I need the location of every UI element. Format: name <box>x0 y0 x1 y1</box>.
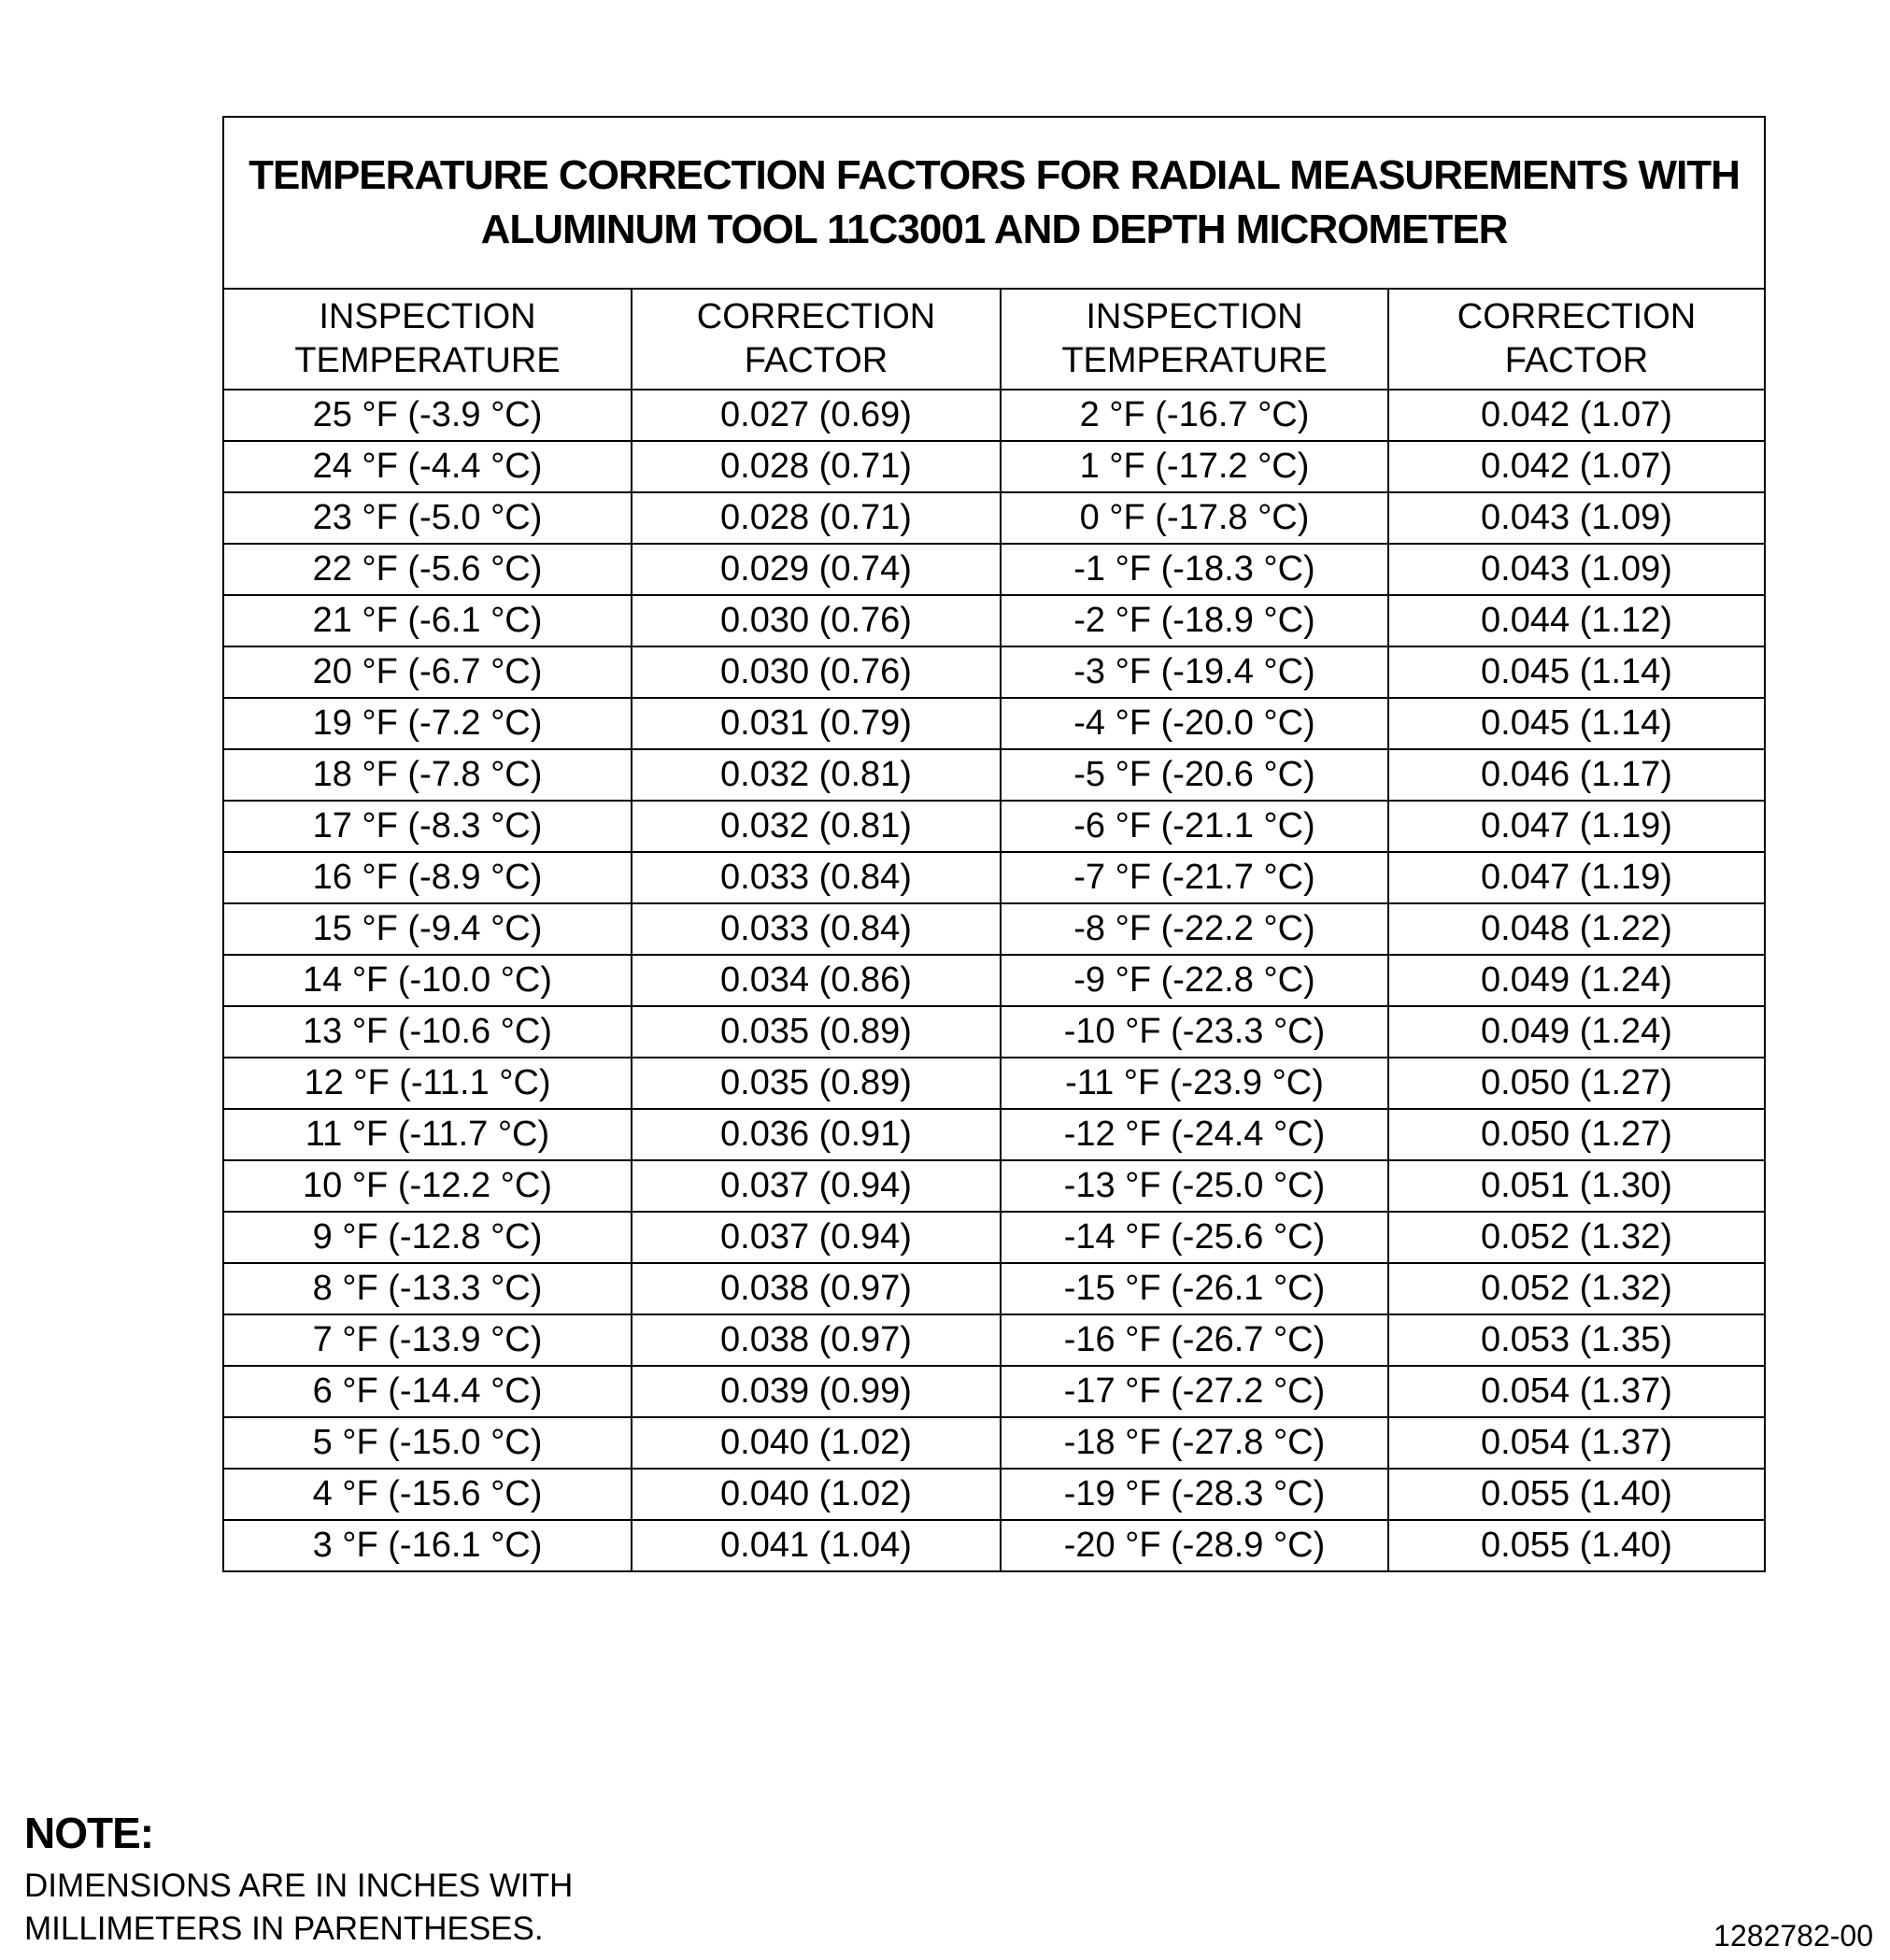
table-row <box>223 441 1765 492</box>
header-line: FACTOR <box>744 341 888 380</box>
table-cell: -18 °F (-27.8 °C) <box>1001 1417 1388 1469</box>
table-row <box>223 492 1765 544</box>
table-row <box>223 1109 1765 1160</box>
table-cell: 13 °F (-10.6 °C) <box>223 1006 632 1058</box>
table-cell: 16 °F (-8.9 °C) <box>223 852 632 903</box>
table-cell: 0.047 (1.19) <box>1388 801 1765 852</box>
table-cell: 0.052 (1.32) <box>1388 1263 1765 1314</box>
table-row <box>223 1006 1765 1058</box>
table-row <box>223 1520 1765 1571</box>
table-cell: 0.035 (0.89) <box>632 1006 1001 1058</box>
table-row <box>223 852 1765 903</box>
table-row <box>223 1469 1765 1520</box>
table-cell: 25 °F (-3.9 °C) <box>223 390 632 441</box>
table-row <box>223 646 1765 698</box>
table-cell: 0.036 (0.91) <box>632 1109 1001 1160</box>
header-line: TEMPERATURE <box>294 341 561 380</box>
table-cell: 23 °F (-5.0 °C) <box>223 492 632 544</box>
table-cell: 0.030 (0.76) <box>632 646 1001 698</box>
table-cell: -2 °F (-18.9 °C) <box>1001 595 1388 646</box>
table-cell: 17 °F (-8.3 °C) <box>223 801 632 852</box>
table-cell: 0.035 (0.89) <box>632 1058 1001 1109</box>
column-header-inspection-temperature-2 <box>1001 289 1388 390</box>
column-header-inspection-temperature-1 <box>223 289 632 390</box>
table-cell: -9 °F (-22.8 °C) <box>1001 955 1388 1006</box>
table-cell: 0.038 (0.97) <box>632 1314 1001 1366</box>
table-cell: 0.045 (1.14) <box>1388 698 1765 749</box>
table-cell: 0.027 (0.69) <box>632 390 1001 441</box>
header-line: INSPECTION <box>1086 297 1303 336</box>
table-cell: 0 °F (-17.8 °C) <box>1001 492 1388 544</box>
table-cell: 19 °F (-7.2 °C) <box>223 698 632 749</box>
table-row <box>223 1366 1765 1417</box>
table-cell: 2 °F (-16.7 °C) <box>1001 390 1388 441</box>
table-cell: 0.037 (0.94) <box>632 1160 1001 1212</box>
note-line-1: DIMENSIONS ARE IN INCHES WITH <box>24 1868 574 1904</box>
table-cell: -4 °F (-20.0 °C) <box>1001 698 1388 749</box>
table-cell: -15 °F (-26.1 °C) <box>1001 1263 1388 1314</box>
table-cell: 8 °F (-13.3 °C) <box>223 1263 632 1314</box>
table-row <box>223 1314 1765 1366</box>
table-cell: 0.055 (1.40) <box>1388 1520 1765 1571</box>
table-row <box>223 801 1765 852</box>
table-cell: 0.051 (1.30) <box>1388 1160 1765 1212</box>
table-cell: 0.039 (0.99) <box>632 1366 1001 1417</box>
table-cell: 7 °F (-13.9 °C) <box>223 1314 632 1366</box>
table-cell: 0.055 (1.40) <box>1388 1469 1765 1520</box>
table-body <box>223 390 1765 1571</box>
table-title <box>223 117 1765 289</box>
table-title-line-1: TEMPERATURE CORRECTION FACTORS FOR RADIAL MEASUREMENTS WITH <box>249 152 1740 198</box>
table-cell: 0.046 (1.17) <box>1388 749 1765 801</box>
table-cell: 0.042 (1.07) <box>1388 441 1765 492</box>
table-cell: 0.041 (1.04) <box>632 1520 1001 1571</box>
table-cell: -20 °F (-28.9 °C) <box>1001 1520 1388 1571</box>
table-cell: -7 °F (-21.7 °C) <box>1001 852 1388 903</box>
table-row <box>223 1417 1765 1469</box>
table-cell: 0.033 (0.84) <box>632 903 1001 955</box>
table-cell: 0.045 (1.14) <box>1388 646 1765 698</box>
table-cell: 0.031 (0.79) <box>632 698 1001 749</box>
table-cell: 0.033 (0.84) <box>632 852 1001 903</box>
column-header-correction-factor-2 <box>1388 289 1765 390</box>
table-cell: 0.038 (0.97) <box>632 1263 1001 1314</box>
table-cell: 15 °F (-9.4 °C) <box>223 903 632 955</box>
table-cell: 0.053 (1.35) <box>1388 1314 1765 1366</box>
column-header-correction-factor-1 <box>632 289 1001 390</box>
table-row <box>223 749 1765 801</box>
table-cell: -5 °F (-20.6 °C) <box>1001 749 1388 801</box>
table-cell: 0.040 (1.02) <box>632 1417 1001 1469</box>
table-cell: 18 °F (-7.8 °C) <box>223 749 632 801</box>
table-cell: -8 °F (-22.2 °C) <box>1001 903 1388 955</box>
table-cell: 0.050 (1.27) <box>1388 1109 1765 1160</box>
table-cell: 0.049 (1.24) <box>1388 955 1765 1006</box>
table-cell: 0.049 (1.24) <box>1388 1006 1765 1058</box>
table-cell: -14 °F (-25.6 °C) <box>1001 1212 1388 1263</box>
table-cell: 14 °F (-10.0 °C) <box>223 955 632 1006</box>
table-title-line-2: ALUMINUM TOOL 11C3001 AND DEPTH MICROMETER <box>480 206 1508 252</box>
table-cell: 0.032 (0.81) <box>632 749 1001 801</box>
table-cell: 4 °F (-15.6 °C) <box>223 1469 632 1520</box>
table-cell: 0.042 (1.07) <box>1388 390 1765 441</box>
table-cell: 0.034 (0.86) <box>632 955 1001 1006</box>
header-line: CORRECTION <box>696 297 936 336</box>
table-cell: 0.048 (1.22) <box>1388 903 1765 955</box>
header-line: INSPECTION <box>319 297 536 336</box>
table-cell: -17 °F (-27.2 °C) <box>1001 1366 1388 1417</box>
table-cell: 10 °F (-12.2 °C) <box>223 1160 632 1212</box>
table-cell: 0.050 (1.27) <box>1388 1058 1765 1109</box>
table-cell: 0.044 (1.12) <box>1388 595 1765 646</box>
table-cell: 0.029 (0.74) <box>632 544 1001 595</box>
table-cell: -16 °F (-26.7 °C) <box>1001 1314 1388 1366</box>
correction-factor-table <box>222 116 1766 1572</box>
figure-identifier: 1282782-00 <box>1713 1919 1873 1953</box>
table-cell: -13 °F (-25.0 °C) <box>1001 1160 1388 1212</box>
table-row <box>223 955 1765 1006</box>
table-row <box>223 1160 1765 1212</box>
table-cell: 0.047 (1.19) <box>1388 852 1765 903</box>
table-cell: 0.028 (0.71) <box>632 441 1001 492</box>
table-row <box>223 1058 1765 1109</box>
header-line: FACTOR <box>1504 341 1649 380</box>
note-line-2: MILLIMETERS IN PARENTHESES. <box>24 1910 544 1947</box>
table-cell: 5 °F (-15.0 °C) <box>223 1417 632 1469</box>
table-cell: 12 °F (-11.1 °C) <box>223 1058 632 1109</box>
table-cell: 0.043 (1.09) <box>1388 492 1765 544</box>
table-row <box>223 390 1765 441</box>
table-row <box>223 698 1765 749</box>
note-body <box>24 1865 573 1951</box>
table-cell: 1 °F (-17.2 °C) <box>1001 441 1388 492</box>
table-cell: 0.030 (0.76) <box>632 595 1001 646</box>
table-cell: -1 °F (-18.3 °C) <box>1001 544 1388 595</box>
table-row <box>223 544 1765 595</box>
table-cell: 20 °F (-6.7 °C) <box>223 646 632 698</box>
table-cell: 0.054 (1.37) <box>1388 1366 1765 1417</box>
table-cell: -12 °F (-24.4 °C) <box>1001 1109 1388 1160</box>
table-cell: 0.040 (1.02) <box>632 1469 1001 1520</box>
header-line: CORRECTION <box>1457 297 1697 336</box>
table-cell: 6 °F (-14.4 °C) <box>223 1366 632 1417</box>
header-line: TEMPERATURE <box>1061 341 1328 380</box>
table-cell: 9 °F (-12.8 °C) <box>223 1212 632 1263</box>
table-cell: 0.052 (1.32) <box>1388 1212 1765 1263</box>
table-cell: -10 °F (-23.3 °C) <box>1001 1006 1388 1058</box>
table-cell: 21 °F (-6.1 °C) <box>223 595 632 646</box>
table-cell: -19 °F (-28.3 °C) <box>1001 1469 1388 1520</box>
table-cell: 0.032 (0.81) <box>632 801 1001 852</box>
table-cell: 0.054 (1.37) <box>1388 1417 1765 1469</box>
table-row <box>223 903 1765 955</box>
table-cell: 0.043 (1.09) <box>1388 544 1765 595</box>
table-cell: 0.037 (0.94) <box>632 1212 1001 1263</box>
table-cell: -6 °F (-21.1 °C) <box>1001 801 1388 852</box>
table-row <box>223 595 1765 646</box>
table-cell: 3 °F (-16.1 °C) <box>223 1520 632 1571</box>
table-row <box>223 1263 1765 1314</box>
table-cell: 0.028 (0.71) <box>632 492 1001 544</box>
table-cell: 11 °F (-11.7 °C) <box>223 1109 632 1160</box>
table-cell: -3 °F (-19.4 °C) <box>1001 646 1388 698</box>
note-heading: NOTE: <box>24 1809 154 1857</box>
correction-factor-table-container <box>222 116 1764 1572</box>
table-row <box>223 1212 1765 1263</box>
table-cell: 22 °F (-5.6 °C) <box>223 544 632 595</box>
table-cell: -11 °F (-23.9 °C) <box>1001 1058 1388 1109</box>
table-cell: 24 °F (-4.4 °C) <box>223 441 632 492</box>
